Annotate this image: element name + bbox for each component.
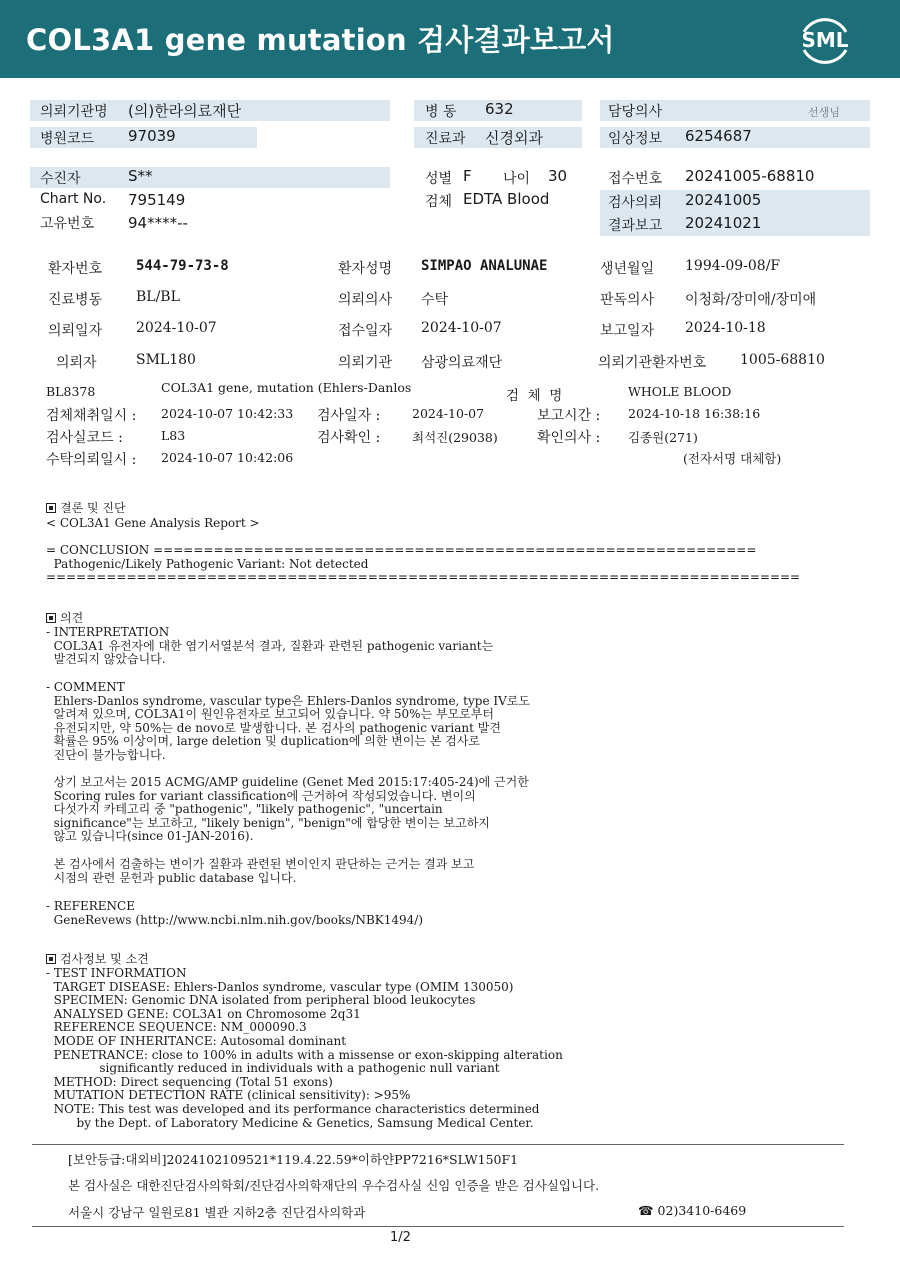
collect-label: 검체채취일시 : [46, 408, 137, 424]
rcv-date-label: 접수일자 [338, 323, 393, 339]
hospital-code-label: 병원코드 [40, 131, 95, 147]
test-code: BL8378 [46, 384, 96, 399]
comment-block: - COMMENT Ehlers-Danlos syndrome, vascular type은 Ehlers-Danlos syndrome, type IV로도 알려져 있으며, COL3A1이 원인유전자로 보고되어 있습니다. 약 50%는 부모로부터 유전되지만, 약 50%는 de novo로 발생합니다. 본 검사의 pathogenic variant 발견 확률은 95% 이상이며, large deletion 및 duplication에 의한 변이는 본 검사로 진단이 불가능합니다. [46, 680, 530, 762]
pid-value: 544-79-73-8 [136, 258, 229, 274]
read-doc-value: 이청화/장미애/장미애 [685, 292, 817, 308]
req-inst-label: 의뢰기관 [338, 355, 393, 371]
inst-pid-label: 의뢰기관환자번호 [598, 355, 707, 371]
read-doc-label: 판독의사 [600, 292, 655, 308]
security-line: [보안등급:대외비]2024102109521*119.4.22.59*이하얀PP7216*SLW150F1 [68, 1152, 519, 1167]
confirm-label: 검사확인 : [317, 430, 381, 446]
dob-label: 생년월일 [600, 261, 655, 277]
req-inst-value: 삼광의료재단 [421, 355, 503, 371]
req-doc-label: 의뢰의사 [338, 292, 393, 308]
rep-date-value: 2024-10-18 [685, 320, 766, 336]
square-bullet-icon [46, 503, 56, 513]
room-code-value: L83 [161, 428, 186, 443]
report-label: 결과보고 [608, 218, 663, 234]
section-testinfo-title: 검사정보 및 소견 [46, 953, 149, 967]
section-conclusion-subtitle: < COL3A1 Gene Analysis Report > [46, 516, 260, 530]
section-opinion-title: 의견 [46, 612, 83, 626]
comment-guideline-block: 상기 보고서는 2015 ACMG/AMP guideline (Genet Med 2015:17:405-24)에 근거한 Scoring rules for variant classification에 근거하여 작성되었습니다. 변이의 다섯가지 카테고리 중 "pathogenic", "likely pathogenic", "uncertain significance"는 보고하고, "likely benign", "benign"에 합당한 변이는 보고하지 않고 있습니다(since 01-JAN-2016). [53, 775, 529, 844]
test-date-value: 2024-10-07 [412, 406, 485, 421]
age-label: 나이 [503, 171, 531, 187]
sex-label: 성별 [425, 171, 453, 187]
outsource-value: 2024-10-07 10:42:06 [161, 450, 294, 465]
pid-label: 환자번호 [48, 261, 103, 277]
report-time-value: 2024-10-18 16:38:16 [628, 406, 761, 421]
hospital-code-value: 97039 [128, 127, 176, 145]
clinical-label: 임상정보 [608, 131, 663, 147]
phone-line: ☎ 02)3410-6469 [638, 1203, 747, 1218]
req-date-value: 2024-10-07 [136, 320, 217, 336]
age-value: 30 [548, 167, 568, 185]
address-line: 서울시 강남구 일원로81 별관 지하2층 진단검사의학과 [68, 1205, 366, 1220]
comment-basis-block: 본 검사에서 검출하는 변이가 질환과 관련된 변이인지 판단하는 근거는 결과 보고 시점의 관련 문헌과 public database 입니다. [53, 857, 475, 885]
test-date-label: 검사일자 : [317, 408, 381, 424]
name-label: 환자성명 [338, 261, 393, 277]
square-bullet-icon [46, 613, 56, 623]
ward2-value: BL/BL [136, 289, 180, 305]
report-time-label: 보고시간 : [537, 408, 601, 424]
certification-line: 본 검사실은 대한진단검사의학회/진단검사의학재단의 우수검사실 신임 인증을 받은 검사실입니다. [68, 1178, 600, 1193]
specimen-name-label: 검 체 명 [506, 388, 563, 404]
dept-label: 진료과 [425, 131, 466, 147]
room-code-label: 검사실코드 : [46, 430, 123, 446]
report-title: COL3A1 gene mutation 검사결과보고서 [26, 23, 615, 57]
ward-value: 632 [485, 100, 514, 118]
name-value: SIMPAO ANALUNAE [421, 258, 548, 274]
request-value: 20241005 [685, 191, 762, 209]
confirm-value: 최석진(29038) [412, 430, 498, 445]
requester-label: 의뢰자 [56, 355, 97, 371]
report-value: 20241021 [685, 214, 762, 232]
esign-note: (전자서명 대체함) [683, 451, 782, 466]
institution-label: 의뢰기관명 [40, 104, 108, 120]
phone-icon: ☎ [638, 1203, 658, 1218]
test-name: COL3A1 gene, mutation (Ehlers-Danlos [161, 380, 412, 395]
chart-label: Chart No. [40, 191, 107, 207]
clinical-value: 6254687 [685, 127, 752, 145]
square-bullet-icon [46, 954, 56, 964]
patient-label: 수진자 [40, 171, 81, 187]
interpretation-block: - INTERPRETATION COL3A1 유전자에 대한 염기서열분석 결과, 질환과 관련된 pathogenic variant는 발견되지 않았습니다. [46, 625, 494, 667]
footer-divider-bottom [32, 1226, 844, 1227]
doctor-suffix: 선생님 [808, 106, 840, 119]
sml-logo-text: SML [801, 28, 849, 52]
request-label: 검사의뢰 [608, 195, 663, 211]
specimen-value: EDTA Blood [463, 190, 550, 208]
ward2-label: 진료병동 [48, 292, 103, 308]
confirm-doc-label: 확인의사 : [537, 430, 601, 446]
req-doc-value: 수탁 [421, 292, 449, 308]
test-info-block: - TEST INFORMATION TARGET DISEASE: Ehlers-Danlos syndrome, vascular type (OMIM 130050) SPECIMEN: Genomic DNA isolated from peripheral blood leukocytes ANALYSED GENE: COL3A1 on Chromosome 2q31 REFERENCE SEQUENCE: NM_000090.3 MODE OF INHERITANCE: Autosomal dominant PENETRANCE: close to 100% in adults with a missense or exon-skipping alteration significantly reduced in individuals with a pathogenic null variant METHOD: Direct sequencing (Total 51 exons) MUTATION DETECTION RATE (clinical sensitivity): >95% NOTE: This test was developed and its performance characteristics determined by the Dept. of Laboratory Medicine & Genetics, Samsung Medical Center. [46, 966, 563, 1130]
conclusion-block: = CONCLUSION ============================================================ Pathogenic/Likely Pathogenic Variant: Not detected =========================================================================== [46, 543, 801, 585]
chart-value: 795149 [128, 191, 186, 209]
outsource-label: 수탁의뢰일시 : [46, 452, 137, 468]
inst-pid-value: 1005-68810 [740, 352, 825, 368]
patient-value: S** [128, 167, 153, 185]
collect-value: 2024-10-07 10:42:33 [161, 406, 294, 421]
report-header [0, 0, 900, 78]
receipt-value: 20241005-68810 [685, 167, 815, 185]
rcv-date-value: 2024-10-07 [421, 320, 502, 336]
sex-value: F [463, 167, 472, 185]
dept-value: 신경외과 [485, 129, 543, 147]
reference-block: - REFERENCE GeneRevews (http://www.ncbi.nlm.nih.gov/books/NBK1494/) [46, 899, 424, 927]
patient-box [30, 167, 390, 188]
ward-label: 병 동 [425, 104, 457, 120]
rep-date-label: 보고일자 [600, 323, 655, 339]
uid-value: 94****-- [128, 214, 188, 232]
sml-logo [796, 12, 854, 68]
footer-divider-top [32, 1144, 844, 1145]
req-date-label: 의뢰일자 [48, 323, 103, 339]
confirm-doc-value: 김종원(271) [628, 430, 698, 445]
requester-value: SML180 [136, 352, 196, 368]
doctor-label: 담당의사 [608, 104, 663, 120]
dob-value: 1994-09-08/F [685, 258, 781, 274]
receipt-label: 접수번호 [608, 171, 663, 187]
specimen-name-value: WHOLE BLOOD [628, 384, 732, 399]
specimen-label: 검체 [425, 194, 453, 210]
uid-label: 고유번호 [40, 216, 95, 232]
page-number: 1/2 [390, 1230, 411, 1245]
section-conclusion-title: 결론 및 진단 [46, 502, 126, 516]
institution-value: (의)한라의료재단 [128, 102, 242, 120]
